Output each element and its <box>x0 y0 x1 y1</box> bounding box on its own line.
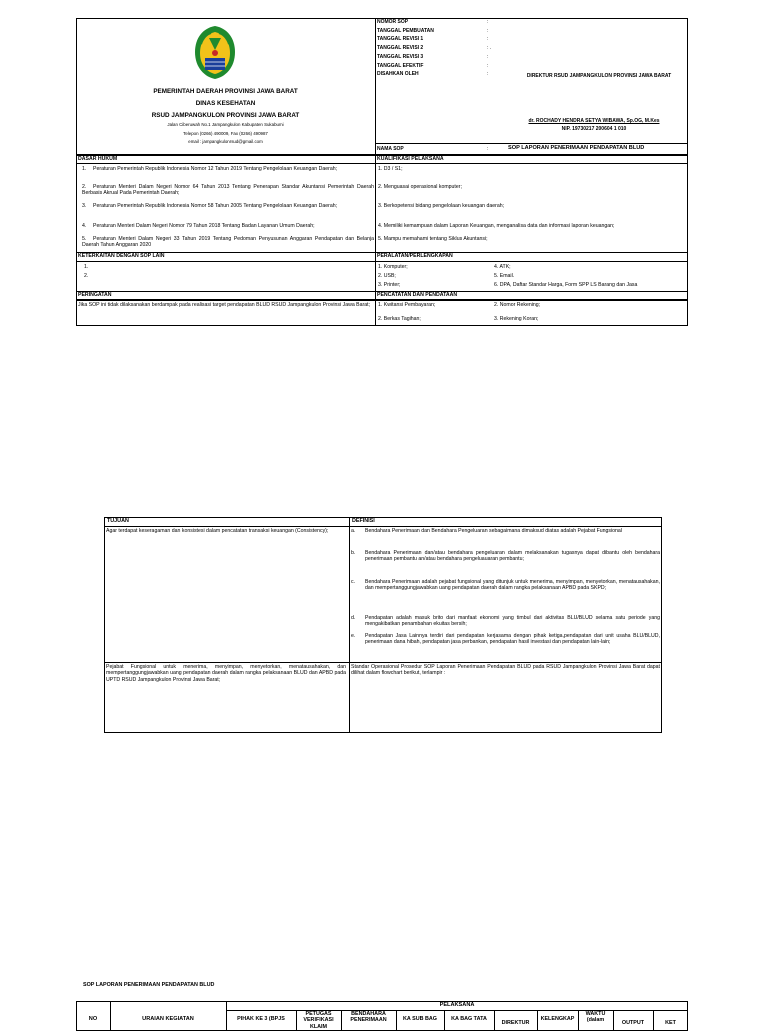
peringatan-heading: PERINGATAN <box>78 292 112 298</box>
kualifikasi-item: 5. Mampu memahami tentang Siklus Akuntansi; <box>378 236 488 242</box>
col-output: OUTPUT <box>621 1020 645 1026</box>
dasar-hukum-item: 2. Peraturan Menteri Dalam Negeri Nomor 64 Tahun 2013 Tentang Penerapan Standar Akuntansi Pemerintah Daerah Berbasis Akrual Pada Pemerintah Daerah; <box>82 184 374 197</box>
peralatan-item: 5. Email. <box>494 273 515 279</box>
definisi-item: d. Pendapatan adalah masuk brito dari manfaat ekonomi yang timbul dari aktivitas BLU/BLUD selama satu periode yang mengakibatkan penambahan ekuitas bersih; <box>351 615 660 628</box>
col-kelengkapan: KELENGKAP <box>540 1016 575 1022</box>
address-line-3: email : jampangkulonrsud@gmail.com <box>188 139 263 144</box>
pejabat-text: Pejabat Fungsional untuk menerima, menyimpan, menyetorkan, menatausahakan, dan mempertanggungjawabkan uang pendapatan daerah dalam rangka pelaksanaan BLUD dan APBD pada UPTD RSUD Jampangkulon Provinsi Jawa Barat; <box>106 664 346 683</box>
pencatatan-item: 2. Berkas Tagihan; <box>378 316 421 322</box>
kualifikasi-item: 3. Berkopetensi bidang pengelolaan keuangan daerah; <box>378 203 505 209</box>
peralatan-item: 4. ATK; <box>494 264 511 270</box>
director-nip: NIP. 19730217 200604 1 010 <box>561 126 627 132</box>
meta-tanggal-revisi-2: TANGGAL REVISI 2 <box>377 45 424 52</box>
pencatatan-heading: PENCATATAN DAN PENDATAAN <box>377 292 458 298</box>
keterkaitan-item: 2. <box>84 273 89 279</box>
col-no: NO <box>88 1016 98 1022</box>
meta-tanggal-revisi-3: TANGGAL REVISI 3 <box>377 53 424 60</box>
meta-tanggal-efektif: TANGGAL EFEKTIF <box>377 62 424 69</box>
peralatan-item: 6. DPA, Daftar Standar Harga, Form SPP LS Barang dan Jasa <box>494 282 638 288</box>
peralatan-item: 3. Printer; <box>378 282 401 288</box>
meta-tanggal-revisi-1: TANGGAL REVISI 1 <box>377 36 424 43</box>
col-waktu: WAKTU (dalam <box>585 1011 606 1024</box>
dasar-hukum-item: 3. Peraturan Pemerintah Republik Indonesia Nomor 58 Tahun 2005 Tentang Pengelolaan Keuangan Daerah; <box>82 203 338 209</box>
meta-nomor-sop: NOMOR SOP <box>377 19 409 25</box>
col-uraian-kegiatan: URAIAN KEGIATAN <box>142 1016 194 1022</box>
dasar-hukum-item: 4. Peraturan Menteri Dalam Negeri Nomor 79 Tahun 2018 Tentang Badan Layanan Umum Daerah; <box>82 223 315 229</box>
keterkaitan-heading: KETERKAITAN DENGAN SOP LAIN <box>78 253 165 259</box>
col-ket: KET <box>665 1020 676 1026</box>
definisi-item: b. Bendahara Penerimaan dan/atau bendahara pengeluaran dalam melaksanakan tugasnya dapat dibantu oleh bendahara penerimaan pembantu an/atau bendahara pengeluauaran pembantu; <box>351 550 660 563</box>
tujuan-heading: TUJUAN <box>107 518 129 524</box>
director-title: DIREKTUR RSUD JAMPANGKULON PROVINSI JAWA BARAT <box>526 73 672 79</box>
peralatan-item: 2. USB; <box>378 273 396 279</box>
peralatan-item: 1. Komputer; <box>378 264 408 270</box>
keterkaitan-item: 1. <box>84 264 89 270</box>
province-emblem-logo <box>193 24 237 80</box>
kualifikasi-item: 1. D3 / S1; <box>378 166 403 172</box>
col-pihak-ke-3: PIHAK KE 3 (BPJS <box>237 1016 285 1022</box>
peringatan-text: Jika SOP ini tidak dilaksanakan berdampak pada realisasi target pendapatan BLUD RSUD Jampangkulon Provinsi Jawa Barat; <box>78 302 371 308</box>
standar-text: Standar Operasional Prosedur SOP Laporan Penerimaan Pendapatan BLUD pada RSUD Jampangkulon Provinsi Jawa Barat dapat dilihat dalam flowchart berikut, terlampir : <box>351 664 660 677</box>
definisi-heading: DEFINISI <box>352 518 375 524</box>
tujuan-text: Agar terdapat keseragaman dan konsistesi dalam pencatatan transaksi keuangan (Consistency); <box>106 528 329 534</box>
pencatatan-item: 3. Rekening Koran; <box>494 316 539 322</box>
meta-disahkan-oleh: DISAHKAN OLEH <box>377 71 419 78</box>
sop-meta-values: : : : : . : : : <box>487 19 492 78</box>
pencatatan-item: 1. Kwitansi Pembayaran; <box>378 302 436 308</box>
sop-name-value: SOP LAPORAN PENERIMAAN PENDAPATAN BLUD <box>508 145 645 151</box>
col-petugas-verifikasi: PETUGAS VERIFIKASI KLAIM <box>303 1011 334 1030</box>
dasar-hukum-item: 5. Peraturan Menteri Dalam Negeri 33 Tahun 2019 Tentang Pedoman Penyusunan Anggaran Pendapatan dan Belanja Daerah Tahun Anggaran 2020 <box>82 236 374 249</box>
meta-tanggal-pembuatan: TANGGAL PEMBUATAN <box>377 27 434 34</box>
dasar-hukum-heading: DASAR HUKUM <box>78 156 118 162</box>
org-line-1: PEMERINTAH DAERAH PROVINSI JAWA BARAT <box>153 88 298 95</box>
peralatan-heading: PERALATAN/PERLENGKAPAN <box>377 253 453 259</box>
sop-name-label: NAMA SOP <box>377 146 404 152</box>
kualifikasi-heading: KUALIFIKASI PELAKSANA <box>377 156 444 162</box>
address-line-2: Telepon (0266) 490009, Fax (0266) 490987 <box>183 130 268 136</box>
org-line-3: RSUD JAMPANGKULON PROVINSI JAWA BARAT <box>151 112 300 119</box>
col-bendahara: BENDAHARA PENERIMAAN <box>350 1011 387 1024</box>
kualifikasi-item: 2. Menguasai operasional komputer; <box>378 184 462 190</box>
org-line-2: DINAS KESEHATAN <box>195 100 256 107</box>
pelaksana-heading: PELAKSANA <box>439 1002 475 1008</box>
col-ka-bag-tata: KA BAG TATA <box>451 1016 487 1022</box>
col-direktur: DIREKTUR <box>501 1020 530 1026</box>
flowchart-title: SOP LAPORAN PENERIMAAN PENDAPATAN BLUD <box>83 982 215 988</box>
definisi-item: a. Bendahara Penerimaan dan Bendahara Pengeluaran sebagaimana dimaksud diatas adalah Pejabat Fungsional <box>351 528 622 534</box>
director-name: dr. ROCHADY HENDRA SETYA WIBAWA, Sp.OG, M.Kes <box>528 118 660 124</box>
pencatatan-item: 2. Nomor Rekening; <box>494 302 541 308</box>
definisi-item: c. Bendahara Penerimaan adalah pejabat fungsional yang ditunjuk untuk menerima, menyimpan, menyetorkan, menatausahakan, dan mempertanggungjawabkan uang pendapatan daerah dalam rangka pelaksanaan APBD pada SKPD; <box>351 579 660 592</box>
address-line-1: Jalan Ciberuwah No.1 Jampangkulon Kabupaten Sukabumi <box>167 122 284 127</box>
dasar-hukum-item: 1. Peraturan Pemerintah Republik Indonesia Nomor 12 Tahun 2019 Tentang Pengelolaan Keuangan Daerah; <box>82 166 338 172</box>
definisi-item: e. Pendapatan Jasa Lainnya terdiri dari pendapatan kerjasama dengan pihak ketiga,pendapatan dari unit usaha BLU/BLUD, penerimaan dana hibah, pendapatan jasa perbankan, pendapatan hasil investasi dan pendapatan lain-lain; <box>351 633 660 646</box>
kualifikasi-item: 4. Memiliki kemampuan dalam Laporan Keuangan, menganalisa data dan informasi laporan keuangan; <box>378 223 615 229</box>
col-ka-sub-bag: KA SUB BAG <box>403 1016 437 1022</box>
